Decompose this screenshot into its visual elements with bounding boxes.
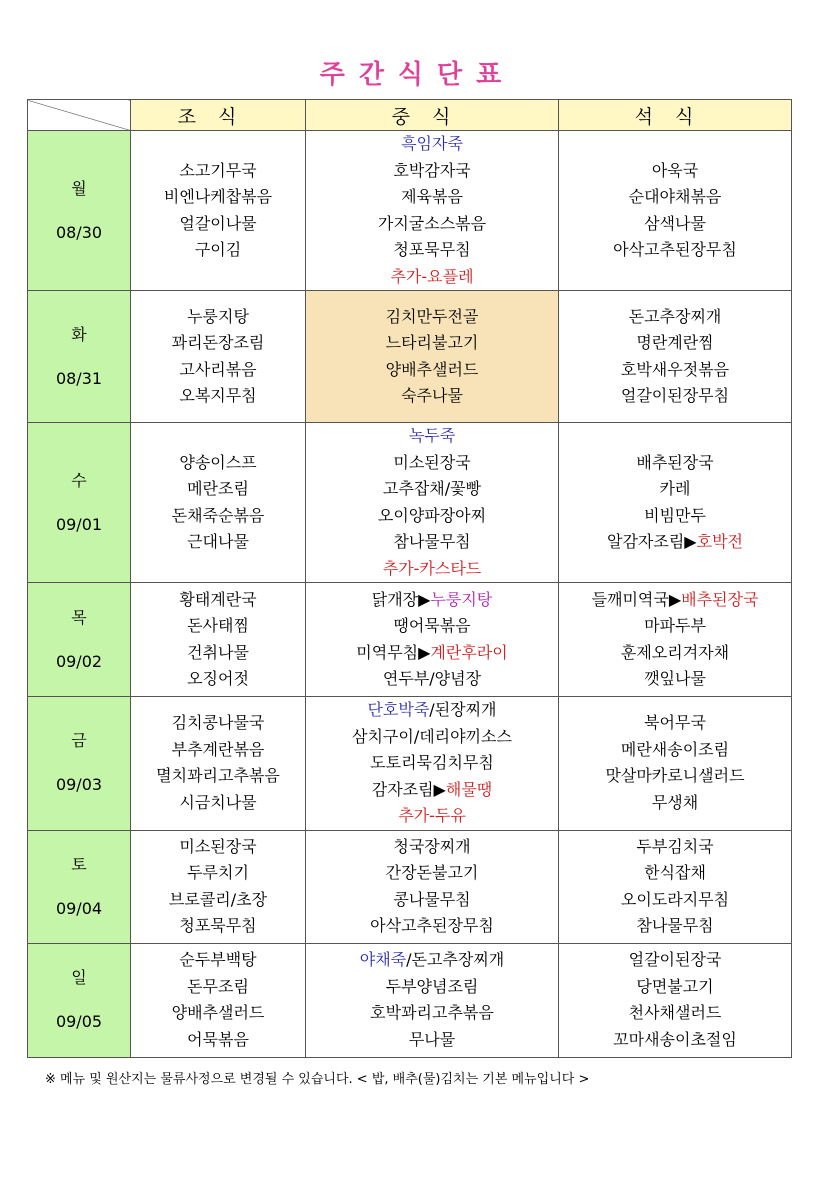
menu-item bbox=[131, 790, 305, 817]
menu-item-text: 김치만두전골 bbox=[385, 306, 479, 326]
menu-item bbox=[306, 613, 558, 640]
menu-item bbox=[306, 556, 558, 583]
menu-item bbox=[131, 237, 305, 264]
menu-item bbox=[131, 947, 305, 974]
date-label: 08/30 bbox=[55, 222, 103, 242]
menu-item bbox=[559, 666, 791, 693]
menu-item bbox=[131, 184, 305, 211]
dinner-cell bbox=[559, 131, 792, 291]
weekday-label: 수 bbox=[71, 470, 87, 490]
menu-item-text: 미소된장국 bbox=[179, 836, 257, 856]
menu-item bbox=[306, 860, 558, 887]
menu-item-text: 호박전 bbox=[696, 532, 743, 551]
menu-item-text: 땡어묵볶음 bbox=[393, 616, 471, 635]
date-label: 09/01 bbox=[55, 514, 103, 534]
menu-item bbox=[306, 1000, 558, 1027]
menu-item-text: 호박새우젓볶음 bbox=[620, 359, 730, 379]
menu-item-text: 두루치기 bbox=[187, 863, 249, 882]
day-cell bbox=[28, 943, 131, 1057]
header-breakfast: 조식 bbox=[131, 100, 306, 131]
menu-item-text: 두부김치국 bbox=[636, 836, 714, 856]
menu-item-text: 오이양파장아찌 bbox=[377, 505, 487, 525]
header-lunch: 중식 bbox=[306, 100, 559, 131]
menu-item-text: 청포묵무침 bbox=[393, 240, 471, 259]
menu-item-text: 배추된장국 bbox=[636, 452, 714, 472]
menu-item bbox=[131, 304, 305, 331]
menu-item bbox=[559, 503, 791, 530]
menu-item bbox=[559, 383, 791, 410]
breakfast-cell bbox=[131, 697, 306, 831]
dinner-cell bbox=[559, 291, 792, 423]
menu-item bbox=[559, 834, 791, 861]
menu-item-text: 알감자조림▶ bbox=[607, 532, 697, 551]
corner-cell bbox=[28, 100, 131, 131]
lunch-cell bbox=[306, 943, 559, 1057]
date-label: 09/04 bbox=[55, 898, 103, 918]
menu-item-text: 삼색나물 bbox=[644, 213, 706, 233]
footnote: ※ 메뉴 및 원산지는 물류사정으로 변경될 수 있습니다. < 밥, 배추(물)김치는 기본 메뉴입니다 > bbox=[45, 1072, 590, 1087]
breakfast-cell bbox=[131, 423, 306, 583]
menu-item-text: 아욱국 bbox=[651, 160, 699, 180]
menu-item-text: 명란계란찜 bbox=[636, 333, 714, 352]
table-row bbox=[28, 423, 792, 583]
menu-item-text: 비빔만두 bbox=[644, 505, 706, 525]
dinner-cell bbox=[559, 697, 792, 831]
menu-item-text: 누룽지탕 bbox=[430, 589, 493, 609]
lunch-cell bbox=[306, 291, 559, 423]
menu-item bbox=[131, 640, 305, 667]
menu-item bbox=[306, 330, 558, 357]
menu-item bbox=[131, 383, 305, 410]
menu-item bbox=[559, 529, 791, 556]
date-label: 08/31 bbox=[55, 368, 103, 388]
menu-item-text: 돈사태찜 bbox=[187, 616, 249, 635]
menu-item-text: 감자조림▶ bbox=[371, 779, 446, 799]
menu-item bbox=[306, 697, 558, 724]
menu-item-text: 참나물무침 bbox=[636, 916, 714, 935]
menu-item-text: 닭개장▶ bbox=[371, 589, 431, 609]
menu-item-text: 야채죽 bbox=[359, 950, 407, 969]
menu-item-text: 연두부/양념장 bbox=[382, 669, 482, 688]
menu-item bbox=[559, 476, 791, 503]
page-title: 주간식단표 bbox=[319, 60, 516, 90]
menu-item bbox=[306, 724, 558, 751]
menu-item bbox=[306, 357, 558, 384]
table-row bbox=[28, 291, 792, 423]
menu-item bbox=[306, 1027, 558, 1054]
menu-item bbox=[131, 529, 305, 556]
menu-item-text: 단호박죽 bbox=[367, 700, 430, 719]
menu-item bbox=[559, 763, 791, 790]
menu-item bbox=[559, 1027, 791, 1054]
menu-item bbox=[131, 450, 305, 477]
menu-item bbox=[131, 834, 305, 861]
menu-item-text: 오징어젓 bbox=[187, 669, 249, 688]
menu-item bbox=[131, 974, 305, 1001]
menu-item bbox=[306, 131, 558, 158]
menu-item bbox=[131, 763, 305, 790]
table-row bbox=[28, 583, 792, 697]
menu-item-text: 얼갈이된장국 bbox=[628, 950, 722, 969]
dinner-cell bbox=[559, 423, 792, 583]
menu-item bbox=[559, 330, 791, 357]
menu-item bbox=[559, 450, 791, 477]
menu-item bbox=[131, 613, 305, 640]
menu-item-text: 훈제오리겨자채 bbox=[620, 642, 730, 662]
menu-item-text: 참나물무침 bbox=[393, 532, 471, 551]
menu-item bbox=[559, 184, 791, 211]
menu-item-text: /돈고추장찌개 bbox=[406, 950, 505, 969]
menu-item-text: 돈채죽순볶음 bbox=[171, 505, 265, 525]
date-label: 09/05 bbox=[55, 1012, 103, 1031]
menu-item bbox=[306, 913, 558, 940]
lunch-cell bbox=[306, 583, 559, 697]
menu-item bbox=[559, 913, 791, 940]
breakfast-cell bbox=[131, 583, 306, 697]
menu-item bbox=[559, 587, 791, 614]
menu-item-text: 어묵볶음 bbox=[187, 1029, 249, 1049]
breakfast-cell bbox=[131, 291, 306, 423]
menu-item-text: 꽈리돈장조림 bbox=[171, 333, 265, 352]
menu-item-text: 건취나물 bbox=[187, 642, 249, 662]
weekly-menu-table bbox=[27, 99, 792, 1058]
menu-item-text: 계란후라이 bbox=[430, 642, 508, 662]
menu-item-text: 카레 bbox=[659, 479, 691, 498]
weekday-label: 목 bbox=[71, 607, 87, 627]
menu-item-text: 돈고추장찌개 bbox=[628, 306, 722, 326]
menu-item-text: 북어무국 bbox=[644, 713, 706, 733]
menu-item-text: 순대야채볶음 bbox=[628, 187, 722, 206]
menu-item-text: 흑임자죽 bbox=[401, 134, 463, 153]
menu-item-text: 호박꽈리고추볶음 bbox=[370, 1003, 494, 1022]
menu-item-text: 근대나물 bbox=[187, 532, 249, 551]
menu-item bbox=[306, 834, 558, 861]
weekday-label: 화 bbox=[71, 324, 87, 344]
menu-item bbox=[559, 974, 791, 1001]
menu-item bbox=[131, 913, 305, 940]
menu-item-text: 멸치꽈리고추볶음 bbox=[156, 766, 280, 786]
menu-item-text: 황태계란국 bbox=[179, 589, 257, 609]
menu-item-text: 도토리묵김치무침 bbox=[370, 753, 494, 772]
weekday-label: 토 bbox=[71, 854, 87, 874]
menu-item-text: 소고기무국 bbox=[179, 160, 257, 180]
menu-item-text: 녹두죽 bbox=[408, 426, 456, 445]
menu-item bbox=[131, 476, 305, 503]
menu-item-text: 순두부백탕 bbox=[179, 950, 257, 969]
menu-item bbox=[306, 211, 558, 238]
menu-item bbox=[131, 503, 305, 530]
menu-item-text: 추가-두유 bbox=[398, 806, 466, 825]
header-row bbox=[28, 100, 792, 131]
menu-item-text: 무생채 bbox=[651, 792, 699, 812]
menu-item bbox=[131, 710, 305, 737]
menu-item-text: 얼갈이된장무침 bbox=[620, 386, 730, 405]
date-label: 09/03 bbox=[55, 775, 103, 795]
menu-item bbox=[559, 737, 791, 764]
menu-item-text: 느타리불고기 bbox=[385, 333, 479, 352]
menu-item-text: 고추잡채/꽃빵 bbox=[382, 479, 482, 498]
menu-item-text: /된장찌개 bbox=[429, 700, 497, 719]
day-cell bbox=[28, 697, 131, 831]
menu-item-text: 콩나물무침 bbox=[393, 889, 471, 909]
menu-item bbox=[559, 887, 791, 914]
menu-item bbox=[306, 640, 558, 667]
menu-item bbox=[559, 640, 791, 667]
menu-item bbox=[559, 211, 791, 238]
menu-item bbox=[306, 777, 558, 804]
menu-item-text: 삼치구이/데리야끼소스 bbox=[352, 726, 512, 746]
menu-item-text: 마파두부 bbox=[644, 616, 706, 635]
menu-item bbox=[559, 357, 791, 384]
menu-item-text: 김치콩나물국 bbox=[171, 713, 265, 733]
menu-item bbox=[131, 158, 305, 185]
menu-item bbox=[131, 737, 305, 764]
menu-item-text: 양배추샐러드 bbox=[171, 1003, 265, 1022]
menu-item bbox=[306, 947, 558, 974]
menu-item bbox=[306, 184, 558, 211]
menu-item-text: 부추계란볶음 bbox=[171, 739, 265, 759]
menu-item bbox=[131, 1000, 305, 1027]
lunch-cell bbox=[306, 423, 559, 583]
menu-item bbox=[131, 330, 305, 357]
menu-item bbox=[559, 304, 791, 331]
menu-item bbox=[559, 1000, 791, 1027]
weekday-label: 일 bbox=[71, 968, 87, 987]
menu-item-text: 호박감자국 bbox=[393, 160, 471, 180]
table-row bbox=[28, 697, 792, 831]
menu-item-text: 숙주나물 bbox=[401, 386, 463, 405]
menu-item bbox=[306, 158, 558, 185]
menu-item-text: 무나물 bbox=[408, 1029, 456, 1049]
menu-item bbox=[131, 666, 305, 693]
menu-item-text: 메란조림 bbox=[187, 479, 249, 498]
dinner-cell bbox=[559, 943, 792, 1057]
menu-item bbox=[306, 450, 558, 477]
menu-item bbox=[306, 304, 558, 331]
menu-item-text: 가지굴소스볶음 bbox=[377, 213, 487, 233]
menu-item-text: 브로콜리/초장 bbox=[168, 889, 268, 909]
menu-item-text: 깻잎나물 bbox=[644, 669, 706, 688]
menu-item-text: 누룽지탕 bbox=[187, 306, 249, 326]
menu-item bbox=[559, 860, 791, 887]
breakfast-cell bbox=[131, 131, 306, 291]
menu-item bbox=[559, 790, 791, 817]
menu-item bbox=[559, 237, 791, 264]
menu-item-text: 추가-카스타드 bbox=[382, 558, 482, 578]
menu-item-text: 양송이스프 bbox=[179, 452, 257, 472]
menu-item-text: 청국장찌개 bbox=[393, 836, 471, 856]
menu-item bbox=[306, 887, 558, 914]
menu-item bbox=[559, 613, 791, 640]
menu-item-text: 돈무조림 bbox=[187, 976, 249, 996]
menu-item-text: 오복지무침 bbox=[179, 386, 257, 405]
menu-item bbox=[131, 860, 305, 887]
menu-item-text: 오이도라지무침 bbox=[620, 889, 730, 909]
menu-item-text: 꼬마새송이초절임 bbox=[613, 1029, 737, 1049]
day-cell bbox=[28, 131, 131, 291]
breakfast-cell bbox=[131, 830, 306, 943]
menu-item-text: 청포묵무침 bbox=[179, 916, 257, 935]
menu-item bbox=[131, 211, 305, 238]
menu-item bbox=[306, 587, 558, 614]
day-cell bbox=[28, 830, 131, 943]
menu-item-text: 맛살마카로니샐러드 bbox=[605, 766, 745, 786]
menu-item-text: 배추된장국 bbox=[681, 589, 759, 609]
menu-item-text: 추가-요플레 bbox=[390, 266, 474, 286]
menu-item bbox=[306, 383, 558, 410]
menu-item-text: 구이김 bbox=[194, 240, 242, 259]
lunch-cell bbox=[306, 131, 559, 291]
day-cell bbox=[28, 291, 131, 423]
menu-item-text: 시금치나물 bbox=[179, 792, 257, 812]
breakfast-cell bbox=[131, 943, 306, 1057]
table-row bbox=[28, 830, 792, 943]
menu-item bbox=[306, 476, 558, 503]
menu-item bbox=[131, 1027, 305, 1054]
menu-item-text: 메란새송이조림 bbox=[620, 739, 730, 759]
menu-item bbox=[559, 710, 791, 737]
day-cell bbox=[28, 423, 131, 583]
menu-item bbox=[306, 750, 558, 777]
dinner-cell bbox=[559, 830, 792, 943]
menu-item-text: 한식잡채 bbox=[644, 863, 706, 882]
menu-item bbox=[131, 887, 305, 914]
menu-item bbox=[306, 237, 558, 264]
menu-item-text: 제육볶음 bbox=[401, 187, 463, 206]
date-label: 09/02 bbox=[55, 651, 103, 671]
menu-item-text: 고사리볶음 bbox=[179, 359, 257, 379]
weekday-label: 월 bbox=[71, 178, 87, 198]
menu-item-text: 아삭고추된장무침 bbox=[370, 916, 494, 935]
table-row bbox=[28, 943, 792, 1057]
menu-item bbox=[306, 529, 558, 556]
menu-item bbox=[131, 587, 305, 614]
menu-item bbox=[306, 503, 558, 530]
menu-item-text: 미소된장국 bbox=[393, 452, 471, 472]
menu-item-text: 간장돈불고기 bbox=[385, 863, 479, 882]
dinner-cell bbox=[559, 583, 792, 697]
menu-item-text: 당면불고기 bbox=[636, 976, 714, 996]
weekday-label: 금 bbox=[71, 731, 87, 751]
menu-body bbox=[28, 131, 792, 1058]
menu-item bbox=[306, 264, 558, 291]
menu-item-text: 아삭고추된장무침 bbox=[613, 240, 737, 259]
menu-item bbox=[559, 158, 791, 185]
menu-item-text: 미역무침▶ bbox=[356, 642, 431, 662]
menu-item bbox=[306, 666, 558, 693]
menu-item-text: 천사채샐러드 bbox=[628, 1003, 722, 1022]
menu-item bbox=[306, 974, 558, 1001]
menu-item-text: 두부양념조림 bbox=[385, 976, 479, 996]
menu-item-text: 얼갈이나물 bbox=[179, 213, 257, 233]
table-row bbox=[28, 131, 792, 291]
header-dinner: 석식 bbox=[559, 100, 792, 131]
menu-item-text: 비엔나케찹볶음 bbox=[163, 187, 273, 206]
menu-item-text: 양배추샐러드 bbox=[385, 359, 479, 379]
lunch-cell bbox=[306, 830, 559, 943]
lunch-cell bbox=[306, 697, 559, 831]
menu-item-text: 해물땡 bbox=[445, 779, 493, 799]
menu-item bbox=[306, 423, 558, 450]
day-cell bbox=[28, 583, 131, 697]
menu-item bbox=[306, 803, 558, 830]
menu-item bbox=[131, 357, 305, 384]
menu-item bbox=[559, 947, 791, 974]
menu-item-text: 들깨미역국▶ bbox=[591, 589, 682, 609]
